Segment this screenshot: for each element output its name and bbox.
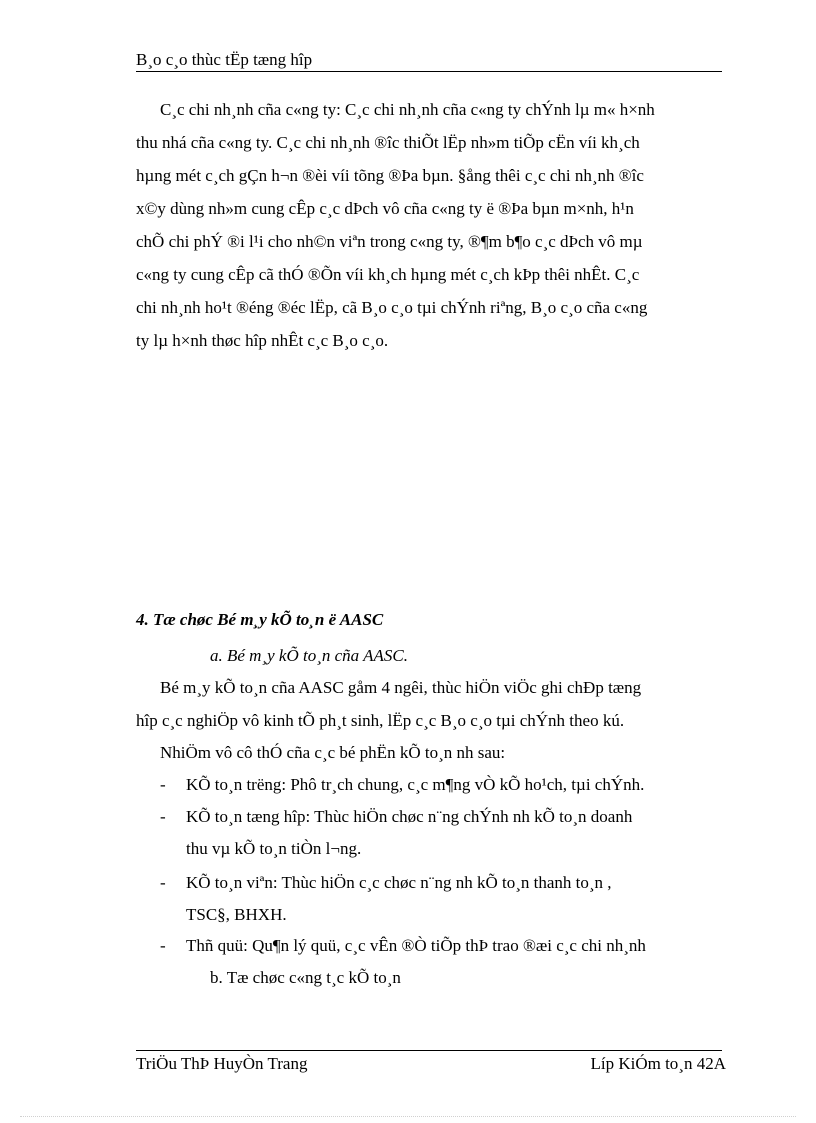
intro-line: x©y dùng nh»m cung cÊp c¸c dÞch vô cña c«ng ty ë ®Þa bµn m×nh, h¹n — [136, 199, 634, 218]
footer-class: Líp KiÓm to¸n 42A — [590, 1054, 726, 1073]
bullet-text: KÕ to¸n trëng: Phô tr¸ch chung, c¸c m¶ng vÒ kÕ ho¹ch, tµi chÝnh. — [186, 775, 645, 794]
bullet-dash: - — [160, 807, 166, 826]
intro-line: hµng mét c¸ch gÇn h¬n ®èi víi tõng ®Þa bµn. §ång thêi c¸c chi nh¸nh ®îc — [136, 166, 644, 185]
bullet-text: KÕ to¸n viªn: Thùc hiÖn c¸c chøc n¨ng nh kÕ to¸n thanh to¸n , — [186, 873, 612, 892]
intro-line: C¸c chi nh¸nh cña c«ng ty: C¸c chi nh¸nh cña c«ng ty chÝnh lµ m« h×nh — [160, 100, 655, 119]
footer-author: TriÖu ThÞ HuyÒn Trang — [136, 1054, 308, 1073]
section-heading: 4. Tæ chøc Bé m¸y kÕ to¸n ë AASC — [136, 610, 384, 629]
intro-line: chi nh¸nh ho¹t ®éng ®éc lËp, cã B¸o c¸o tµi chÝnh riªng, B¸o c¸o cña c«ng — [136, 298, 648, 317]
bullet-dash: - — [160, 775, 166, 794]
subsection-b-heading: b. Tæ chøc c«ng t¸c kÕ to¸n — [210, 968, 401, 987]
intro-line: ty lµ h×nh thøc hîp nhÊt c¸c B¸o c¸o. — [136, 331, 389, 350]
bullet-dash: - — [160, 936, 166, 955]
bullet-text-continued: TSC§, BHXH. — [186, 905, 287, 924]
section-paragraph-line: Bé m¸y kÕ to¸n cña AASC gåm 4 ngêi, thùc hiÖn viÖc ghi chÐp tæng — [160, 678, 642, 697]
page-bottom-dotted-line — [20, 1116, 796, 1117]
header-divider — [136, 71, 722, 72]
footer-divider — [136, 1050, 722, 1051]
section-paragraph-line: hîp c¸c nghiÖp vô kinh tÕ ph¸t sinh, lËp c¸c B¸o c¸o tµi chÝnh theo kú. — [136, 711, 625, 730]
tasks-intro: NhiÖm vô cô thÓ cña c¸c bé phËn kÕ to¸n nh sau: — [160, 743, 506, 762]
intro-line: thu nhá cña c«ng ty. C¸c chi nh¸nh ®îc thiÕt lËp nh»m tiÕp cËn víi kh¸ch — [136, 133, 640, 152]
bullet-text: Thñ quü: Qu¶n lý quü, c¸c vÊn ®Ò tiÕp thÞ trao ®æi c¸c chi nh¸nh — [186, 936, 646, 955]
page-header-title: B¸o c¸o thùc tËp tæng hîp — [136, 50, 313, 69]
subsection-a-heading: a. Bé m¸y kÕ to¸n cña AASC. — [210, 646, 408, 665]
intro-line: chÕ chi phÝ ®i l¹i cho nh©n viªn trong c«ng ty, ®¶m b¶o c¸c dÞch vô mµ — [136, 232, 643, 251]
intro-line: c«ng ty cung cÊp cã thÓ ®Õn víi kh¸ch hµng mét c¸ch kÞp thêi nhÊt. C¸c — [136, 265, 640, 284]
intro-paragraph — [136, 93, 722, 357]
bullet-text: KÕ to¸n tæng hîp: Thùc hiÖn chøc n¨ng chÝnh nh kÕ to¸n doanh — [186, 807, 633, 826]
bullet-dash: - — [160, 873, 166, 892]
bullet-text-continued: thu vµ kÕ to¸n tiÒn l¬ng. — [186, 839, 362, 858]
